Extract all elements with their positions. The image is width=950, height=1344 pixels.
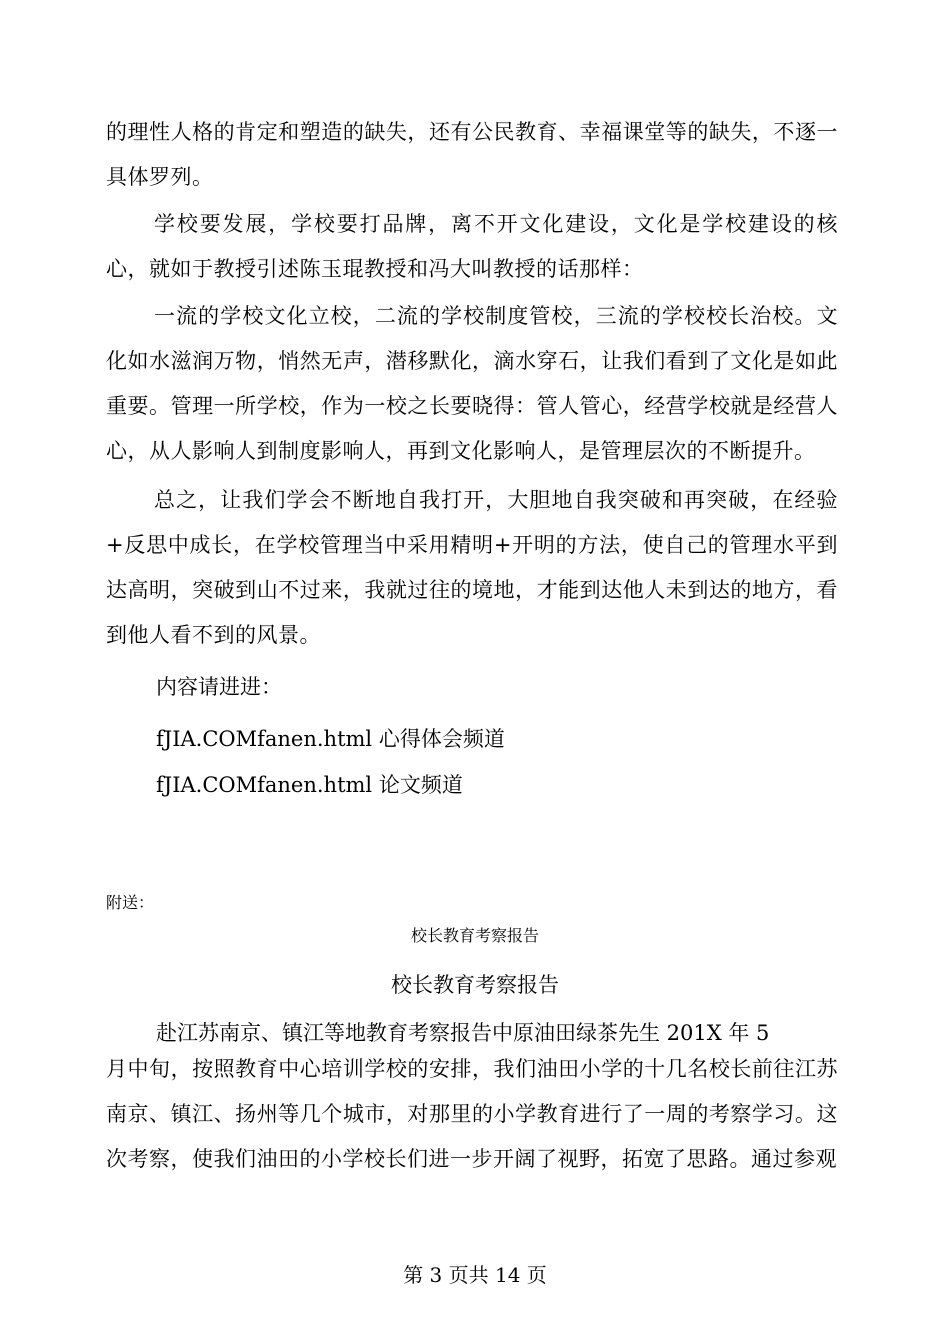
appendix-small-title: 校长教育考察报告 [410,926,539,945]
paragraph-4: 总之，让我们学会不断地自我打开，大胆地自我突破和再突破，在经验+反思中成长，在学校管理当中采用精明+开明的方法，使自己的管理水平到达高明，突破到山不过来，我就过往的境地，才能到达他人未到达的地方，看到他人看不到的风景。 [106,488,838,647]
paragraph-3: 一流的学校文化立校，二流的学校制度管校，三流的学校校长治校。文化如水滋润万物，悄然无声，潜移默化，滴水穿石，让我们看到了文化是如此重要。管理一所学校，作为一校之长要晓得：管人管心，经营学校就是经营人心，从人影响人到制度影响人，再到文化影响人，是管理层次的不断提升。 [106,304,838,463]
content-prompt: 内容请进进： [156,675,282,699]
link-lunwen-channel[interactable]: fJIA.COMfanen.html 论文频道 [156,773,463,797]
report-title: 校长教育考察报告 [391,973,559,997]
report-first-line: 赴江苏南京、镇江等地教育考察报告中原油田绿茶先生 201X 年 5 [156,1021,770,1045]
paragraph-1: 的理性人格的肯定和塑造的缺失，还有公民教育、幸福课堂等的缺失，不逐一具体罗列。 [106,120,838,189]
paragraph-2: 学校要发展，学校要打品牌，离不开文化建设，文化是学校建设的核心，就如于教授引述陈玉琨教授和冯大叫教授的话那样： [106,212,838,281]
appendix-label: 附送： [106,893,155,912]
report-body: 月中旬，按照教育中心培训学校的安排，我们油田小学的十几名校长前往江苏南京、镇江、扬州等几个城市，对那里的小学教育进行了一周的考察学习。这次考察，使我们油田的小学校长们进一步开阔了视野，拓宽了思路。通过参观 [106,1057,838,1171]
page-number: 第 3 页共 14 页 [403,1263,547,1287]
link-xinde-channel[interactable]: fJIA.COMfanen.html 心得体会频道 [156,727,505,751]
